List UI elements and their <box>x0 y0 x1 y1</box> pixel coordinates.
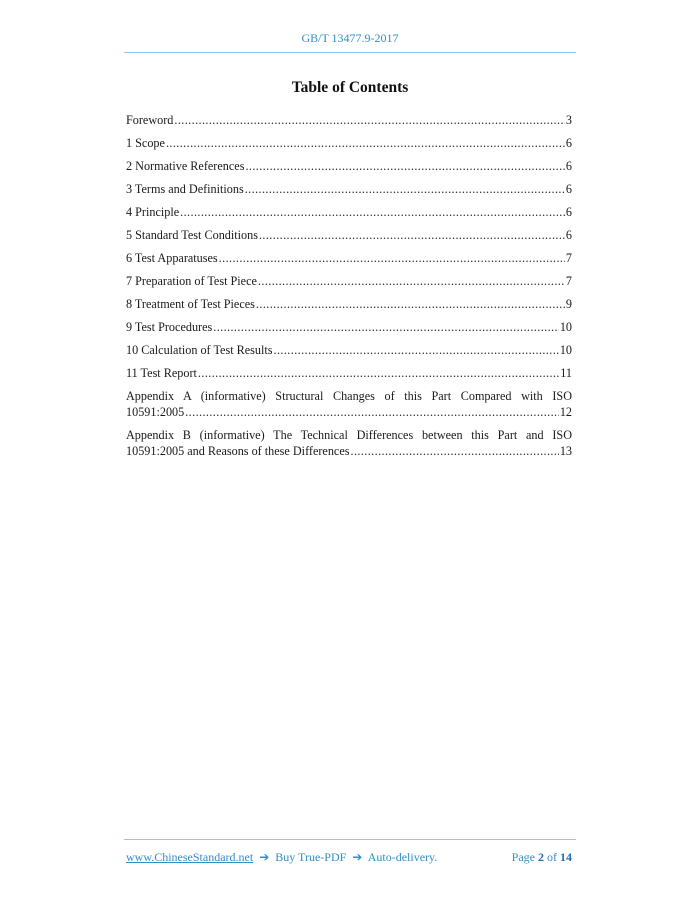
dot-leader <box>180 204 565 220</box>
page-word: Page <box>511 850 535 864</box>
toc-entry-page: 13 <box>559 444 572 458</box>
toc-entry-test-procedures[interactable] <box>126 319 572 335</box>
dot-leader <box>219 250 565 266</box>
dot-leader <box>185 404 559 420</box>
toc-entry-normative-references[interactable] <box>126 158 572 174</box>
toc-entry-page: 7 <box>565 251 572 265</box>
toc-entry-label: 4 Principle <box>126 205 180 219</box>
toc-entry-test-apparatuses[interactable] <box>126 250 572 266</box>
toc-entry-page: 9 <box>565 297 572 311</box>
footer-promo <box>126 850 437 865</box>
toc-list <box>126 112 572 466</box>
dot-leader <box>259 227 565 243</box>
dot-leader <box>274 342 559 358</box>
toc-entry-page: 10 <box>559 343 572 357</box>
toc-entry-page: 11 <box>560 366 572 380</box>
toc-entry-page: 12 <box>559 405 572 419</box>
toc-entry-terms-definitions[interactable] <box>126 181 572 197</box>
toc-entry-label: 8 Treatment of Test Pieces <box>126 297 255 311</box>
toc-entry-page: 6 <box>565 228 572 242</box>
toc-entry-foreword[interactable] <box>126 112 572 128</box>
toc-entry-label: 7 Preparation of Test Piece <box>126 274 257 288</box>
page-current: 2 <box>538 850 544 864</box>
toc-entry-label: 1 Scope <box>126 136 165 150</box>
toc-entry-label: 3 Terms and Definitions <box>126 182 244 196</box>
toc-entry-appendix-a[interactable] <box>126 388 572 420</box>
toc-entry-continuation <box>126 404 572 420</box>
dot-leader <box>198 365 559 381</box>
toc-entry-label: 6 Test Apparatuses <box>126 251 218 265</box>
toc-entry-preparation[interactable] <box>126 273 572 289</box>
toc-entry-appendix-b[interactable] <box>126 427 572 459</box>
page-number <box>512 850 572 865</box>
page-header: GB/T 13477.9-2017 <box>301 31 399 45</box>
of-word: of <box>547 850 557 864</box>
buy-pdf-text: Buy True-PDF <box>275 850 347 864</box>
dot-leader <box>256 296 565 312</box>
auto-delivery-text: Auto-delivery. <box>367 850 438 864</box>
toc-entry-test-report[interactable] <box>126 365 572 381</box>
footer-divider <box>124 839 576 840</box>
dot-leader <box>245 158 564 174</box>
dot-leader <box>174 112 565 128</box>
website-link[interactable]: www.ChineseStandard.net <box>126 850 254 864</box>
toc-entry-treatment[interactable] <box>126 296 572 312</box>
dot-leader <box>166 135 565 151</box>
page-total: 14 <box>560 850 572 864</box>
dot-leader <box>351 443 559 459</box>
right-arrow-icon: ➔ <box>259 850 270 864</box>
header-divider <box>124 52 576 53</box>
toc-entry-principle[interactable] <box>126 204 572 220</box>
toc-entry-page: 10 <box>559 320 572 334</box>
toc-entry-page: 6 <box>565 182 572 196</box>
dot-leader <box>258 273 565 289</box>
toc-entry-label: 11 Test Report <box>126 366 197 380</box>
toc-entry-page: 3 <box>565 113 572 127</box>
right-arrow-icon: ➔ <box>352 850 363 864</box>
toc-entry-label: 10 Calculation of Test Results <box>126 343 273 357</box>
toc-entry-label-line1: Appendix B (informative) The Technical Differences between this Part and ISO <box>126 428 572 442</box>
toc-entry-scope[interactable] <box>126 135 572 151</box>
toc-entry-page: 7 <box>565 274 572 288</box>
toc-entry-test-conditions[interactable] <box>126 227 572 243</box>
toc-entry-page: 6 <box>565 205 572 219</box>
toc-entry-label: 2 Normative References <box>126 159 245 173</box>
toc-entry-label-line2: 10591:2005 <box>126 405 185 419</box>
dot-leader <box>213 319 559 335</box>
toc-entry-label-line1: Appendix A (informative) Structural Changes of this Part Compared with ISO <box>126 389 572 403</box>
toc-entry-label: 5 Standard Test Conditions <box>126 228 258 242</box>
toc-entry-label: 9 Test Procedures <box>126 320 213 334</box>
toc-entry-page: 6 <box>565 136 572 150</box>
toc-entry-continuation <box>126 443 572 459</box>
toc-entry-page: 6 <box>565 159 572 173</box>
toc-entry-calculation[interactable] <box>126 342 572 358</box>
toc-title: Table of Contents <box>291 79 409 96</box>
dot-leader <box>245 181 565 197</box>
toc-entry-label-line2: 10591:2005 and Reasons of these Differences <box>126 444 350 458</box>
toc-entry-label: Foreword <box>126 113 174 127</box>
